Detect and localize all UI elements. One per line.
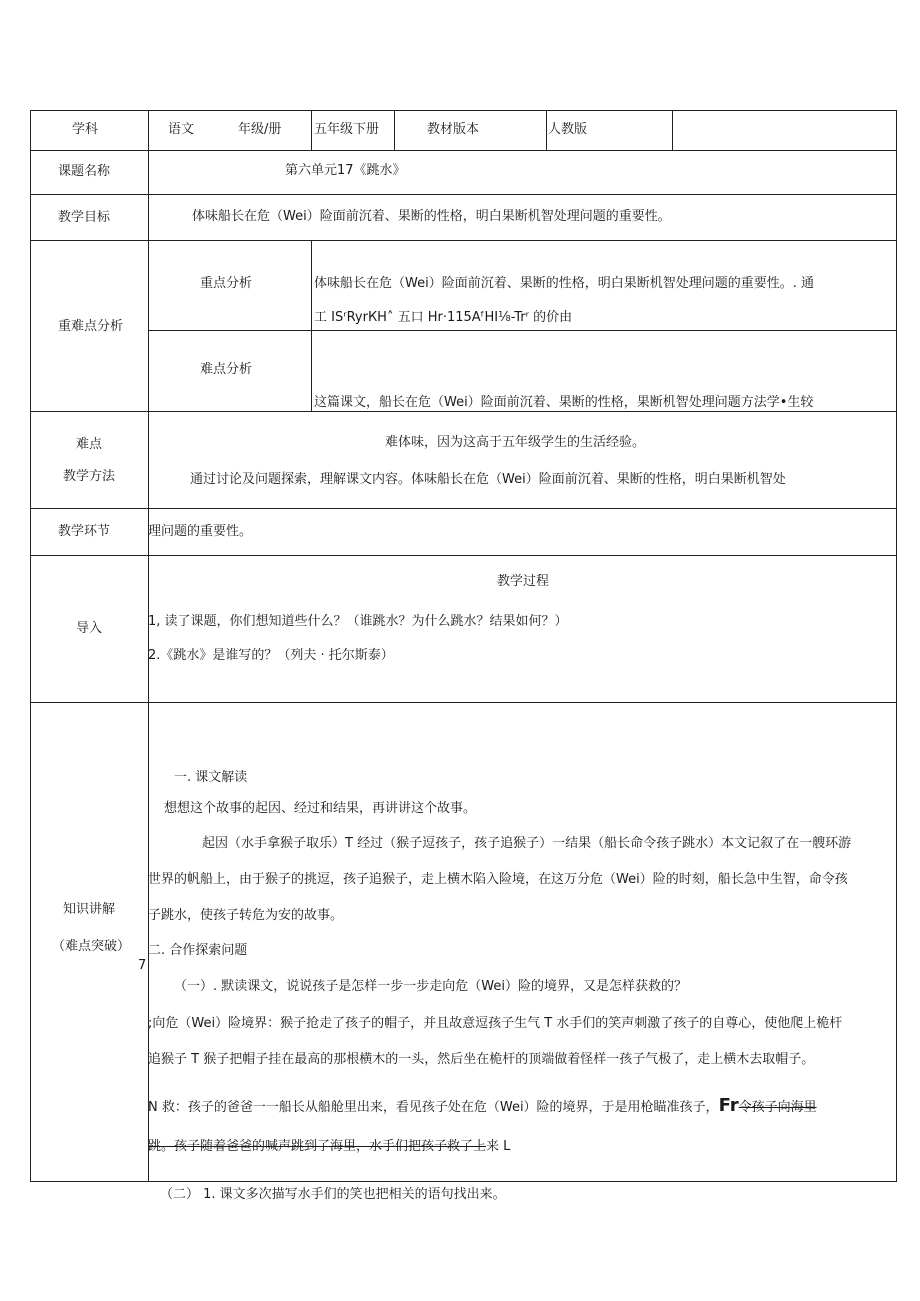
table-border-left bbox=[30, 110, 31, 1182]
difficult-analysis-text: 这篇课文，船长在危（Wei）险面前沉着、果断的性格，果断机智处理问题方法学•生较 bbox=[314, 395, 814, 410]
method-label-1: 难点 bbox=[76, 437, 103, 452]
rescue-big-mark: Fr bbox=[718, 1095, 739, 1116]
column-divider bbox=[311, 240, 312, 411]
rescue-end: 来 L bbox=[486, 1139, 511, 1154]
difficult-analysis-label: 难点分析 bbox=[200, 362, 253, 377]
lesson-title-label: 课题名称 bbox=[58, 164, 111, 179]
table-border-bottom bbox=[30, 1181, 897, 1182]
key-analysis-line2: 工 ISʳRyrКН˄ 五口 Hr·115AᶠHI⅛-Trʳ 的价由 bbox=[314, 310, 573, 325]
rescue-line-2 bbox=[148, 1139, 510, 1155]
column-divider bbox=[394, 110, 395, 150]
grade-label: 年级/册 bbox=[238, 122, 282, 137]
paragraph-2-line-3: 子跳水，使孩子转危为安的故事。 bbox=[148, 908, 344, 923]
intro-question-1: 1, 读了课题，你们想知道些什么？（谁跳水？为什么跳水？结果如何？） bbox=[148, 614, 568, 629]
row-divider bbox=[30, 194, 897, 195]
intro-label: 导入 bbox=[76, 621, 103, 636]
analysis-label: 重难点分析 bbox=[58, 319, 124, 334]
paragraph-1: 想想这个故事的起因、经过和结果，再讲讲这个故事。 bbox=[164, 801, 477, 816]
row-divider bbox=[30, 508, 897, 509]
process-title: 教学过程 bbox=[497, 574, 550, 589]
key-analysis-label: 重点分析 bbox=[200, 276, 253, 291]
side-mark: 7 bbox=[138, 958, 147, 973]
grade-value: 五年级下册 bbox=[314, 122, 380, 137]
row-divider bbox=[30, 411, 897, 412]
subject-value: 语文 bbox=[168, 122, 195, 137]
rescue-struck-text-2: 跳。孩子随着爸爸的喊声跳到了海里，水手们把孩子救了上 bbox=[148, 1139, 487, 1154]
rescue-struck-text-1: 令孩子向海里 bbox=[738, 1100, 817, 1115]
column-divider bbox=[546, 110, 547, 150]
column-divider bbox=[311, 110, 312, 150]
row-divider bbox=[148, 330, 897, 331]
danger-line-2: 追猴子 T 猴子把帽子挂在最高的那根横木的一头，然后坐在桅杆的顶端做着怪样一孩子气极了，走上横木去取帽子。 bbox=[148, 1052, 815, 1067]
section-heading-1: 一. 课文解读 bbox=[174, 770, 248, 785]
row-divider bbox=[30, 555, 897, 556]
section-heading-2: 二. 合作探索问题 bbox=[148, 943, 248, 958]
subject-label: 学科 bbox=[72, 122, 99, 137]
row-divider bbox=[30, 240, 897, 241]
row-divider bbox=[30, 702, 897, 703]
paragraph-2-line-1: 起因（水手拿猴子取乐）T 经过（猴子逗孩子，孩子追猴子）一结果（船长命令孩子跳水）本文记叙了在一艘环游 bbox=[202, 836, 852, 851]
method-line-2: 通过讨论及问题探索，理解课文内容。体味船长在危（Wei）险面前沉着、果断的性格，明白果断机智处 bbox=[190, 472, 786, 487]
goal-text: 体味船长在危（Wei）险面前沉着、果断的性格，明白果断机智处理问题的重要性。 bbox=[192, 209, 671, 224]
column-divider bbox=[672, 110, 673, 150]
method-label-2: 教学方法 bbox=[63, 469, 116, 484]
row-divider bbox=[30, 150, 897, 151]
danger-line-1: ;向危（Wei）险境界：猴子抢走了孩子的帽子，并且故意逗孩子生气 T 水手们的笑声刺激了孩子的自尊心，使他爬上桅杆 bbox=[148, 1016, 843, 1031]
table-border-top bbox=[30, 110, 897, 111]
steps-text: 理问题的重要性。 bbox=[148, 524, 253, 539]
rescue-prefix: N 救：孩子的爸爸一一船长从船舱里出来，看见孩子处在危（Wei）险的境界，于是用枪瞄准孩子， bbox=[148, 1100, 719, 1115]
question-two: （二） 1. 课文多次描写水手们的笑也把相关的语句找出来。 bbox=[160, 1187, 506, 1202]
intro-question-2: 2.《跳水》是谁写的？（列夫 · 托尔斯泰） bbox=[148, 648, 394, 663]
paragraph-2-line-2: 世界的帆船上，由于猴子的挑逗，孩子追猴子，走上横木陷入险境，在这万分危（Wei）险的时刻，船长急中生智，命令孩 bbox=[148, 872, 848, 887]
edition-label: 教材版本 bbox=[427, 122, 480, 137]
question-one: （一）. 默读课文，说说孩子是怎样一步一步走向危（Wei）险的境界，又是怎样获救的？ bbox=[174, 979, 687, 994]
edition-value: 人教版 bbox=[548, 122, 588, 137]
lesson-title-value: 第六单元17《跳水》 bbox=[285, 163, 406, 178]
knowledge-label-2: （难点突破） bbox=[52, 939, 131, 954]
knowledge-label-1: 知识讲解 bbox=[63, 902, 116, 917]
table-border-right bbox=[896, 110, 897, 1182]
rescue-line-1 bbox=[148, 1095, 817, 1116]
key-analysis-line1: 体味船长在危（Wei）险面前沉着、果断的性格，明白果断机智处理问题的重要性。. 通 bbox=[314, 276, 814, 291]
method-line-1: 难体味，因为这高于五年级学生的生活经验。 bbox=[385, 435, 646, 450]
steps-label: 教学环节 bbox=[58, 524, 111, 539]
goal-label: 教学目标 bbox=[58, 210, 111, 225]
